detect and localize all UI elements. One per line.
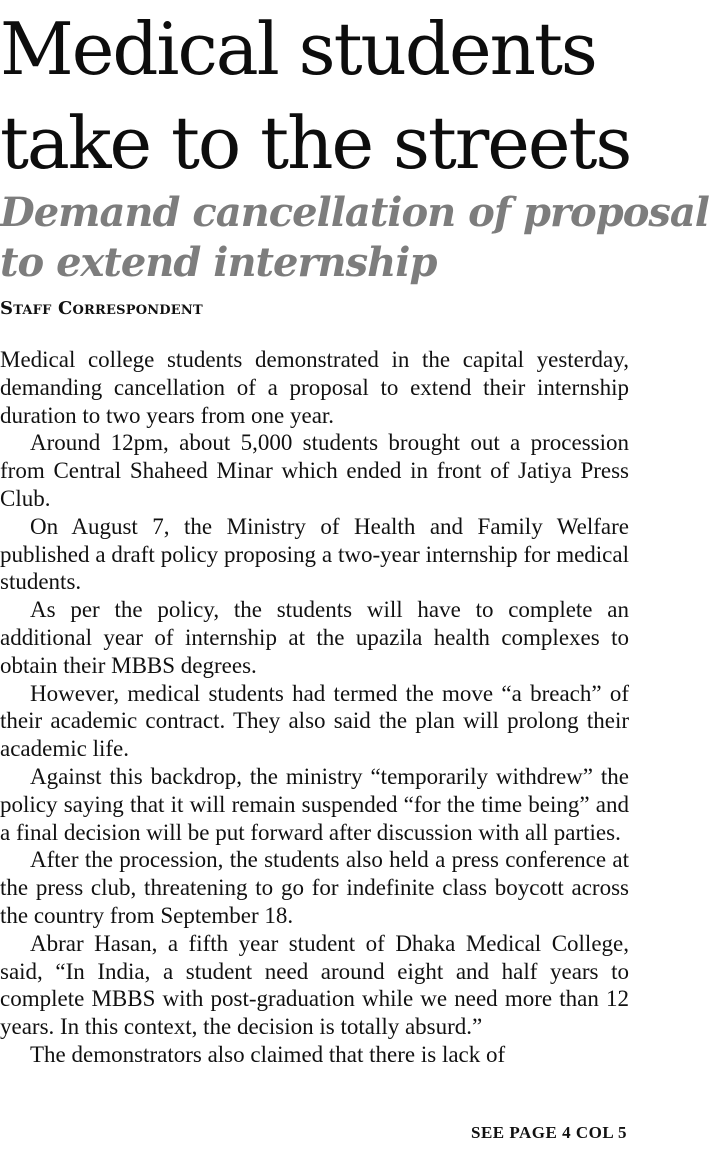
continuation-jump-line: SEE PAGE 4 COL 5 (471, 1123, 627, 1142)
subheadline (0, 188, 709, 288)
byline: Staff Correspondent (0, 298, 203, 319)
paragraph: As per the policy, the students will have to complete an additional year of internship at the upazila health complexes to obtain their MBBS degrees. (0, 597, 629, 678)
article-body (0, 346, 629, 1069)
paragraph: However, medical students had termed the move “a breach” of their academic contract. They also said the plan will prolong their academic life. (0, 680, 629, 762)
paragraph: The demonstrators also claimed that there is lack of (30, 1041, 506, 1067)
paragraph: Medical college students demonstrated in the capital yesterday, demanding cancellation of a proposal to extend their internship duration to two years from one year. (0, 347, 629, 428)
subheadline-line-1: Demand cancellation of proposal (0, 189, 709, 236)
paragraph: Around 12pm, about 5,000 students brought out a procession from Central Shaheed Minar which ended in front of Jatiya Press Club. (0, 430, 629, 511)
subheadline-line-2: to extend internship (0, 239, 437, 286)
paragraph: Against this backdrop, the ministry “temporarily withdrew” the policy saying that it will remain suspended “for the time being” and a final decision will be put forward after discussion with all parties. (0, 763, 629, 845)
headline-line-2: take to the streets (0, 101, 631, 185)
paragraph: After the procession, the students also held a press conference at the press club, threatening to go for indefinite class boycott across the country from September 18. (0, 847, 629, 928)
paragraph: On August 7, the Ministry of Health and Family Welfare published a draft policy proposing a two-year internship for medical students. (0, 513, 629, 595)
paragraph: Abrar Hasan, a fifth year student of Dhaka Medical College, said, “In India, a student need around eight and half years to complete MBBS with post-graduation while we need more than 12 years. In this context, the decision is totally absurd.” (0, 930, 629, 1040)
headline (0, 2, 629, 190)
headline-line-1: Medical students (0, 7, 596, 91)
